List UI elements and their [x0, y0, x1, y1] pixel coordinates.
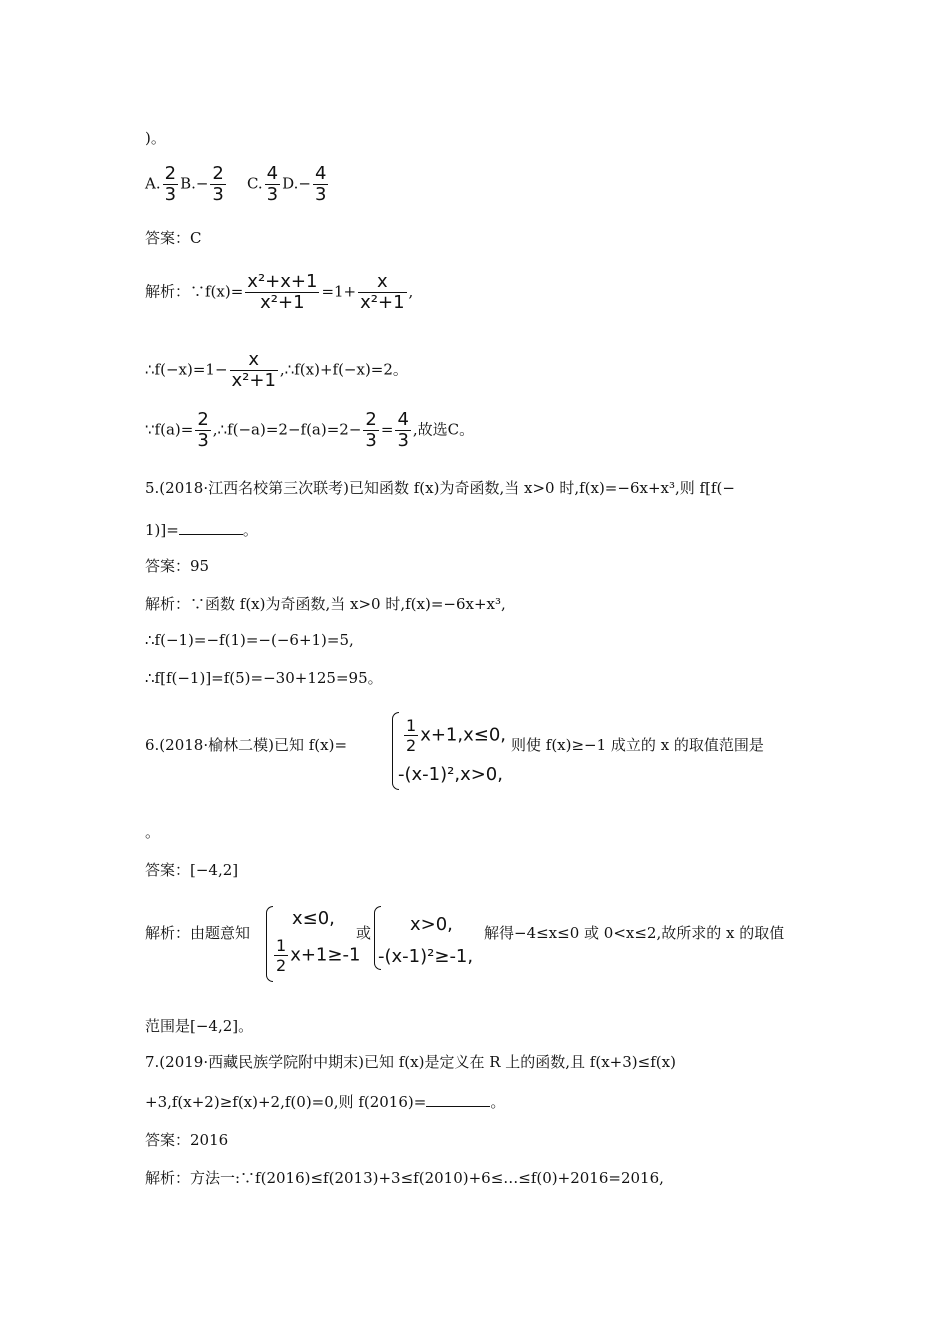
solution-4b: ∴f(−x)=1− $\frac{x}{\text{x²+1}}$ ,∴f(x)+f(−x)=2。: [145, 349, 408, 391]
choice-d-label: D.−: [282, 174, 311, 193]
choice-a-label: A.: [145, 174, 161, 193]
solution-6-end: 范围是[−4,2]。: [145, 1017, 254, 1035]
solution-5a: 解析：∵函数 f(x)为奇函数,当 x>0 时,f(x)=−6x+x³,: [145, 595, 506, 613]
question-5-line2: 1)]= 。: [145, 521, 258, 539]
answer-7: 答案：2016: [145, 1131, 229, 1149]
piecewise-case-2: -(x-1)²,x>0,: [398, 764, 503, 785]
fraction: $\frac{\text{x²+x+1}}{\text{x²+1}}$: [247, 271, 318, 313]
solution-6-suffix: 解得−4≤x≤0 或 0<x≤2,故所求的 x 的取值: [484, 924, 785, 942]
fraction: $\frac{2}{3}$: [164, 163, 177, 205]
fraction: $\frac{2}{3}$: [365, 409, 377, 451]
question-7-line2: +3,f(x+2)≥f(x)+2,f(0)=0,则 f(2016)= 。: [145, 1093, 506, 1111]
question-6-end: 。: [145, 823, 161, 841]
fraction: $\frac{4}{3}$: [266, 163, 279, 205]
question-7-line1: 7.(2019·西藏民族学院附中期末)已知 f(x)是定义在 R 上的函数,且 f(x+3)≤f(x): [145, 1053, 676, 1071]
solution-5b: ∴f(−1)=−f(1)=−(−6+1)=5,: [145, 631, 354, 649]
question-5-line1: 5.(2018·江西名校第三次联考)已知函数 f(x)为奇函数,当 x>0 时,f(x)=−6x+x³,则 f[f(−: [145, 479, 735, 497]
fraction: $\frac{2}{3}$: [212, 163, 224, 205]
fraction: $\frac{2}{3}$: [197, 409, 209, 451]
solution-5c: ∴f[f(−1)]=f(5)=−30+125=95。: [145, 669, 383, 687]
piecewise-case-1: $\frac{1}{2}$ x+1,x≤0,: [406, 716, 507, 755]
fraction: $\frac{4}{3}$: [314, 163, 327, 205]
choices-line: [145, 164, 330, 205]
fraction: $\frac{4}{3}$: [397, 409, 409, 451]
choice-c-label: C.: [246, 174, 263, 193]
system-2-row-1: x>0,: [410, 914, 453, 935]
system-2-row-2: -(x-1)²≥-1,: [378, 946, 474, 967]
answer-5: 答案：95: [145, 557, 210, 575]
system-1-row-2: $\frac{1}{2}$ x+1≥-1: [276, 936, 361, 975]
answer-blank: [426, 1092, 490, 1107]
or-text: 或: [356, 924, 372, 942]
fraction: $\frac{x}{\text{x²+1}}$: [360, 271, 405, 313]
solution-4c: ∵f(a)= $\frac{2}{3}$ ,∴f(−a)=2−f(a)=2− $\frac{2}{3}$ = $\frac{4}{3}$ ,故选C。: [145, 409, 475, 451]
solution-7: 解析：方法一:∵f(2016)≤f(2013)+3≤f(2010)+6≤…≤f(0)+2016=2016,: [145, 1169, 664, 1187]
solution-6-prefix: 解析：由题意知: [145, 924, 251, 942]
system-1-row-1: x≤0,: [292, 908, 335, 929]
text-line: )。: [145, 129, 166, 147]
fraction: $\frac{x}{\text{x²+1}}$: [231, 349, 276, 391]
answer-4: 答案：C: [145, 229, 202, 247]
question-6-prefix: 6.(2018·榆林二模)已知 f(x)=: [145, 736, 348, 754]
solution-4a: 解析：∵f(x)= $\frac{\text{x²+x+1}}{\text{x²+1}}$ =1+ $\frac{x}{\text{x²+1}}$ ,: [145, 271, 414, 313]
choice-b-label: B.−: [180, 174, 209, 193]
question-6-suffix: 则使 f(x)≥−1 成立的 x 的取值范围是: [511, 736, 764, 754]
answer-6: 答案：[−4,2]: [145, 861, 239, 879]
answer-blank: [179, 520, 243, 535]
